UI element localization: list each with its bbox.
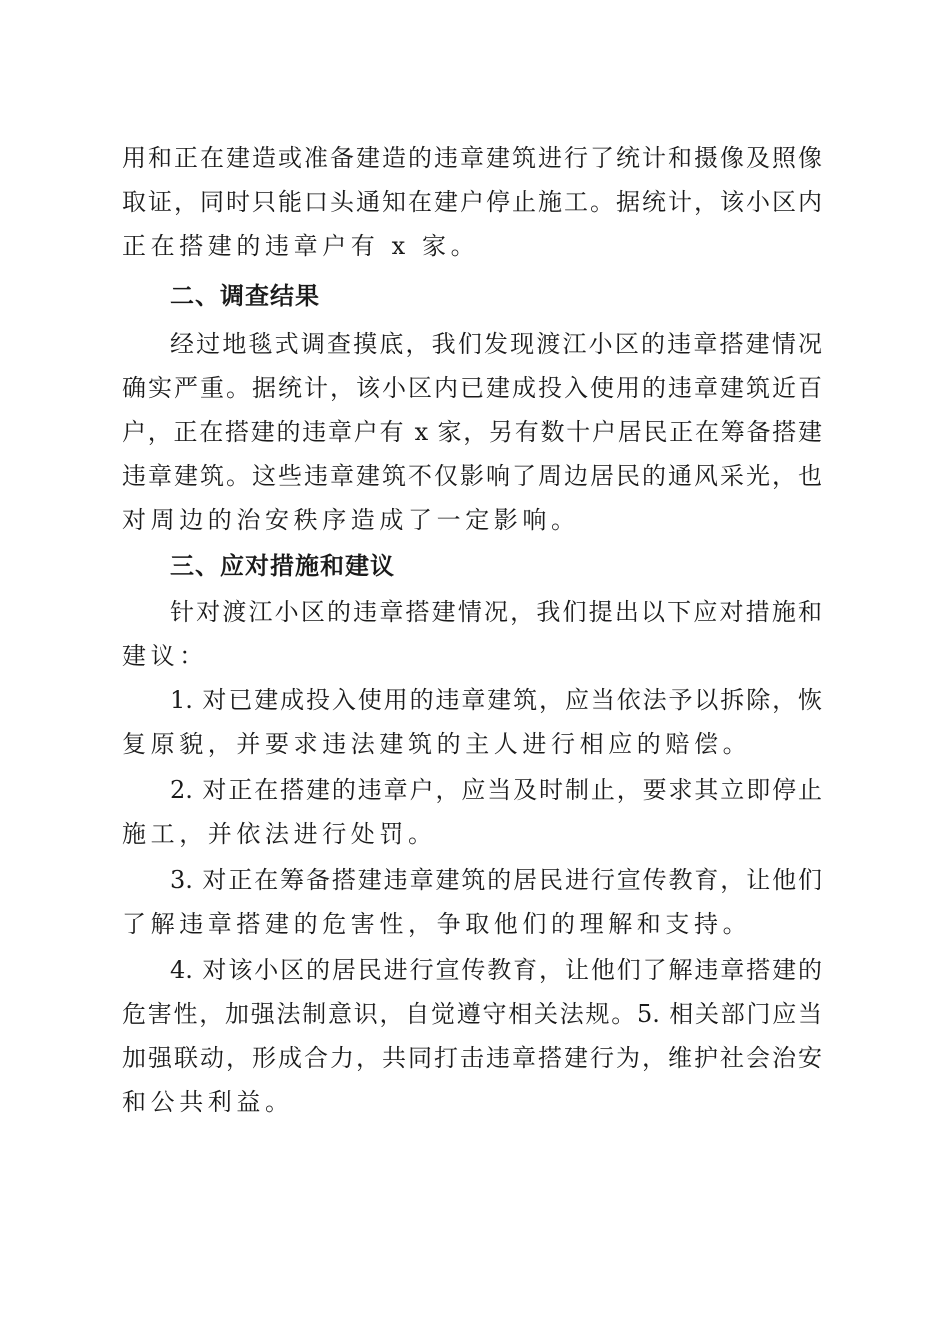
item4-line-1: 4. 对该小区的居民进行宣传教育，让他们了解违章搭建的 [170, 956, 822, 984]
item1-line-1: 1. 对已建成投入使用的违章建筑，应当依法予以拆除，恢 [170, 686, 822, 714]
item3-line-2: 了解违章搭建的危害性，争取他们的理解和支持。 [122, 910, 752, 938]
section2-line-2: 确实严重。据统计，该小区内已建成投入使用的违章建筑近百 [122, 374, 822, 402]
item3-line-1: 3. 对正在筹备搭建违章建筑的居民进行宣传教育，让他们 [170, 866, 822, 894]
intro-line-3: 正在搭建的违章户有 x 家。 [122, 232, 480, 260]
section2-line-5: 对周边的治安秩序造成了一定影响。 [122, 506, 580, 534]
item4-line-2: 危害性，加强法制意识，自觉遵守相关法规。5. 相关部门应当 [122, 1000, 822, 1028]
intro-line-2: 取证，同时只能口头通知在建户停止施工。据统计，该小区内 [122, 188, 822, 216]
item4-line-4: 和公共利益。 [122, 1088, 294, 1116]
section2-heading: 二、调查结果 [170, 282, 320, 310]
item4-line-3: 加强联动，形成合力，共同打击违章搭建行为，维护社会治安 [122, 1044, 822, 1072]
section2-line-3: 户，正在搭建的违章户有 x 家，另有数十户居民正在筹备搭建 [122, 418, 822, 446]
section3-intro-line-2: 建议： [122, 642, 208, 670]
section2-line-4: 违章建筑。这些违章建筑不仅影响了周边居民的通风采光，也 [122, 462, 822, 490]
item1-line-2: 复原貌，并要求违法建筑的主人进行相应的赔偿。 [122, 730, 752, 758]
section3-intro-line-1: 针对渡江小区的违章搭建情况，我们提出以下应对措施和 [170, 598, 822, 626]
section3-heading: 三、应对措施和建议 [170, 552, 395, 580]
item2-line-2: 施工，并依法进行处罚。 [122, 820, 437, 848]
item2-line-1: 2. 对正在搭建的违章户，应当及时制止，要求其立即停止 [170, 776, 822, 804]
section2-line-1: 经过地毯式调查摸底，我们发现渡江小区的违章搭建情况 [170, 330, 822, 358]
intro-line-1: 用和正在建造或准备建造的违章建筑进行了统计和摄像及照像 [122, 144, 822, 172]
